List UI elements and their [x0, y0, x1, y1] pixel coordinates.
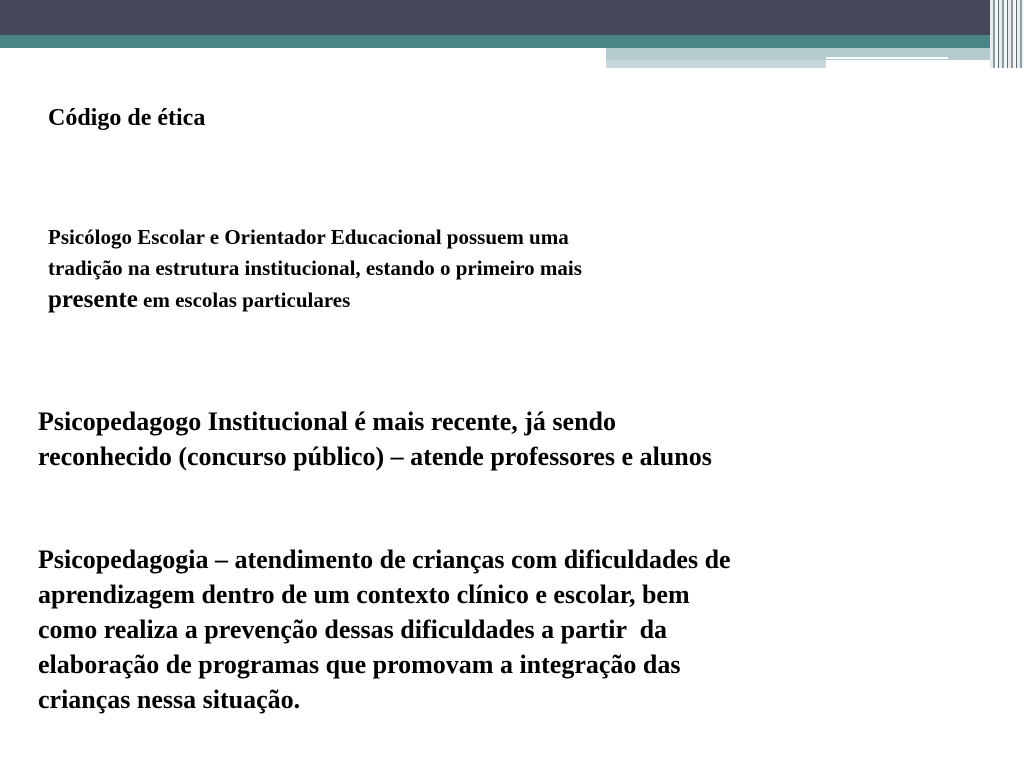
header-light-band: [606, 48, 1024, 60]
header-stripes: [990, 0, 1024, 68]
paragraph3-line-1: Psicopedagogia – atendimento de crianças com dificuldades de: [38, 545, 731, 574]
header-teal-band: [0, 35, 1024, 48]
paragraph-psicopedagogia: [38, 542, 998, 717]
slide-title: Código de ética: [48, 105, 206, 131]
paragraph-psicopedagogo: [38, 404, 998, 474]
intro-emphasis-word: presente: [48, 286, 138, 313]
intro-line-2: tradição na estrutura institucional, estando o primeiro mais: [48, 256, 582, 280]
paragraph3-line-4: elaboração de programas que promovam a integração das: [38, 650, 681, 679]
header-accent-line: [826, 57, 948, 59]
paragraph3-line-3: como realiza a prevenção dessas dificuldades a partir da: [38, 615, 668, 644]
header-dark-band: [0, 0, 1024, 35]
paragraph2-line-1: Psicopedagogo Institucional é mais recente, já sendo: [38, 407, 616, 436]
intro-line-3: [48, 284, 868, 316]
intro-paragraph: [48, 222, 868, 316]
paragraph3-line-5: crianças nessa situação.: [38, 685, 301, 714]
intro-line-1: Psicólogo Escolar e Orientador Educacional possuem uma: [48, 225, 569, 249]
header-light-band-lower: [606, 60, 826, 68]
paragraph2-line-2: reconhecido (concurso público) – atende professores e alunos: [38, 442, 712, 471]
paragraph3-line-2: aprendizagem dentro de um contexto clínico e escolar, bem: [38, 580, 690, 609]
intro-line-3-rest: em escolas particulares: [137, 288, 351, 312]
